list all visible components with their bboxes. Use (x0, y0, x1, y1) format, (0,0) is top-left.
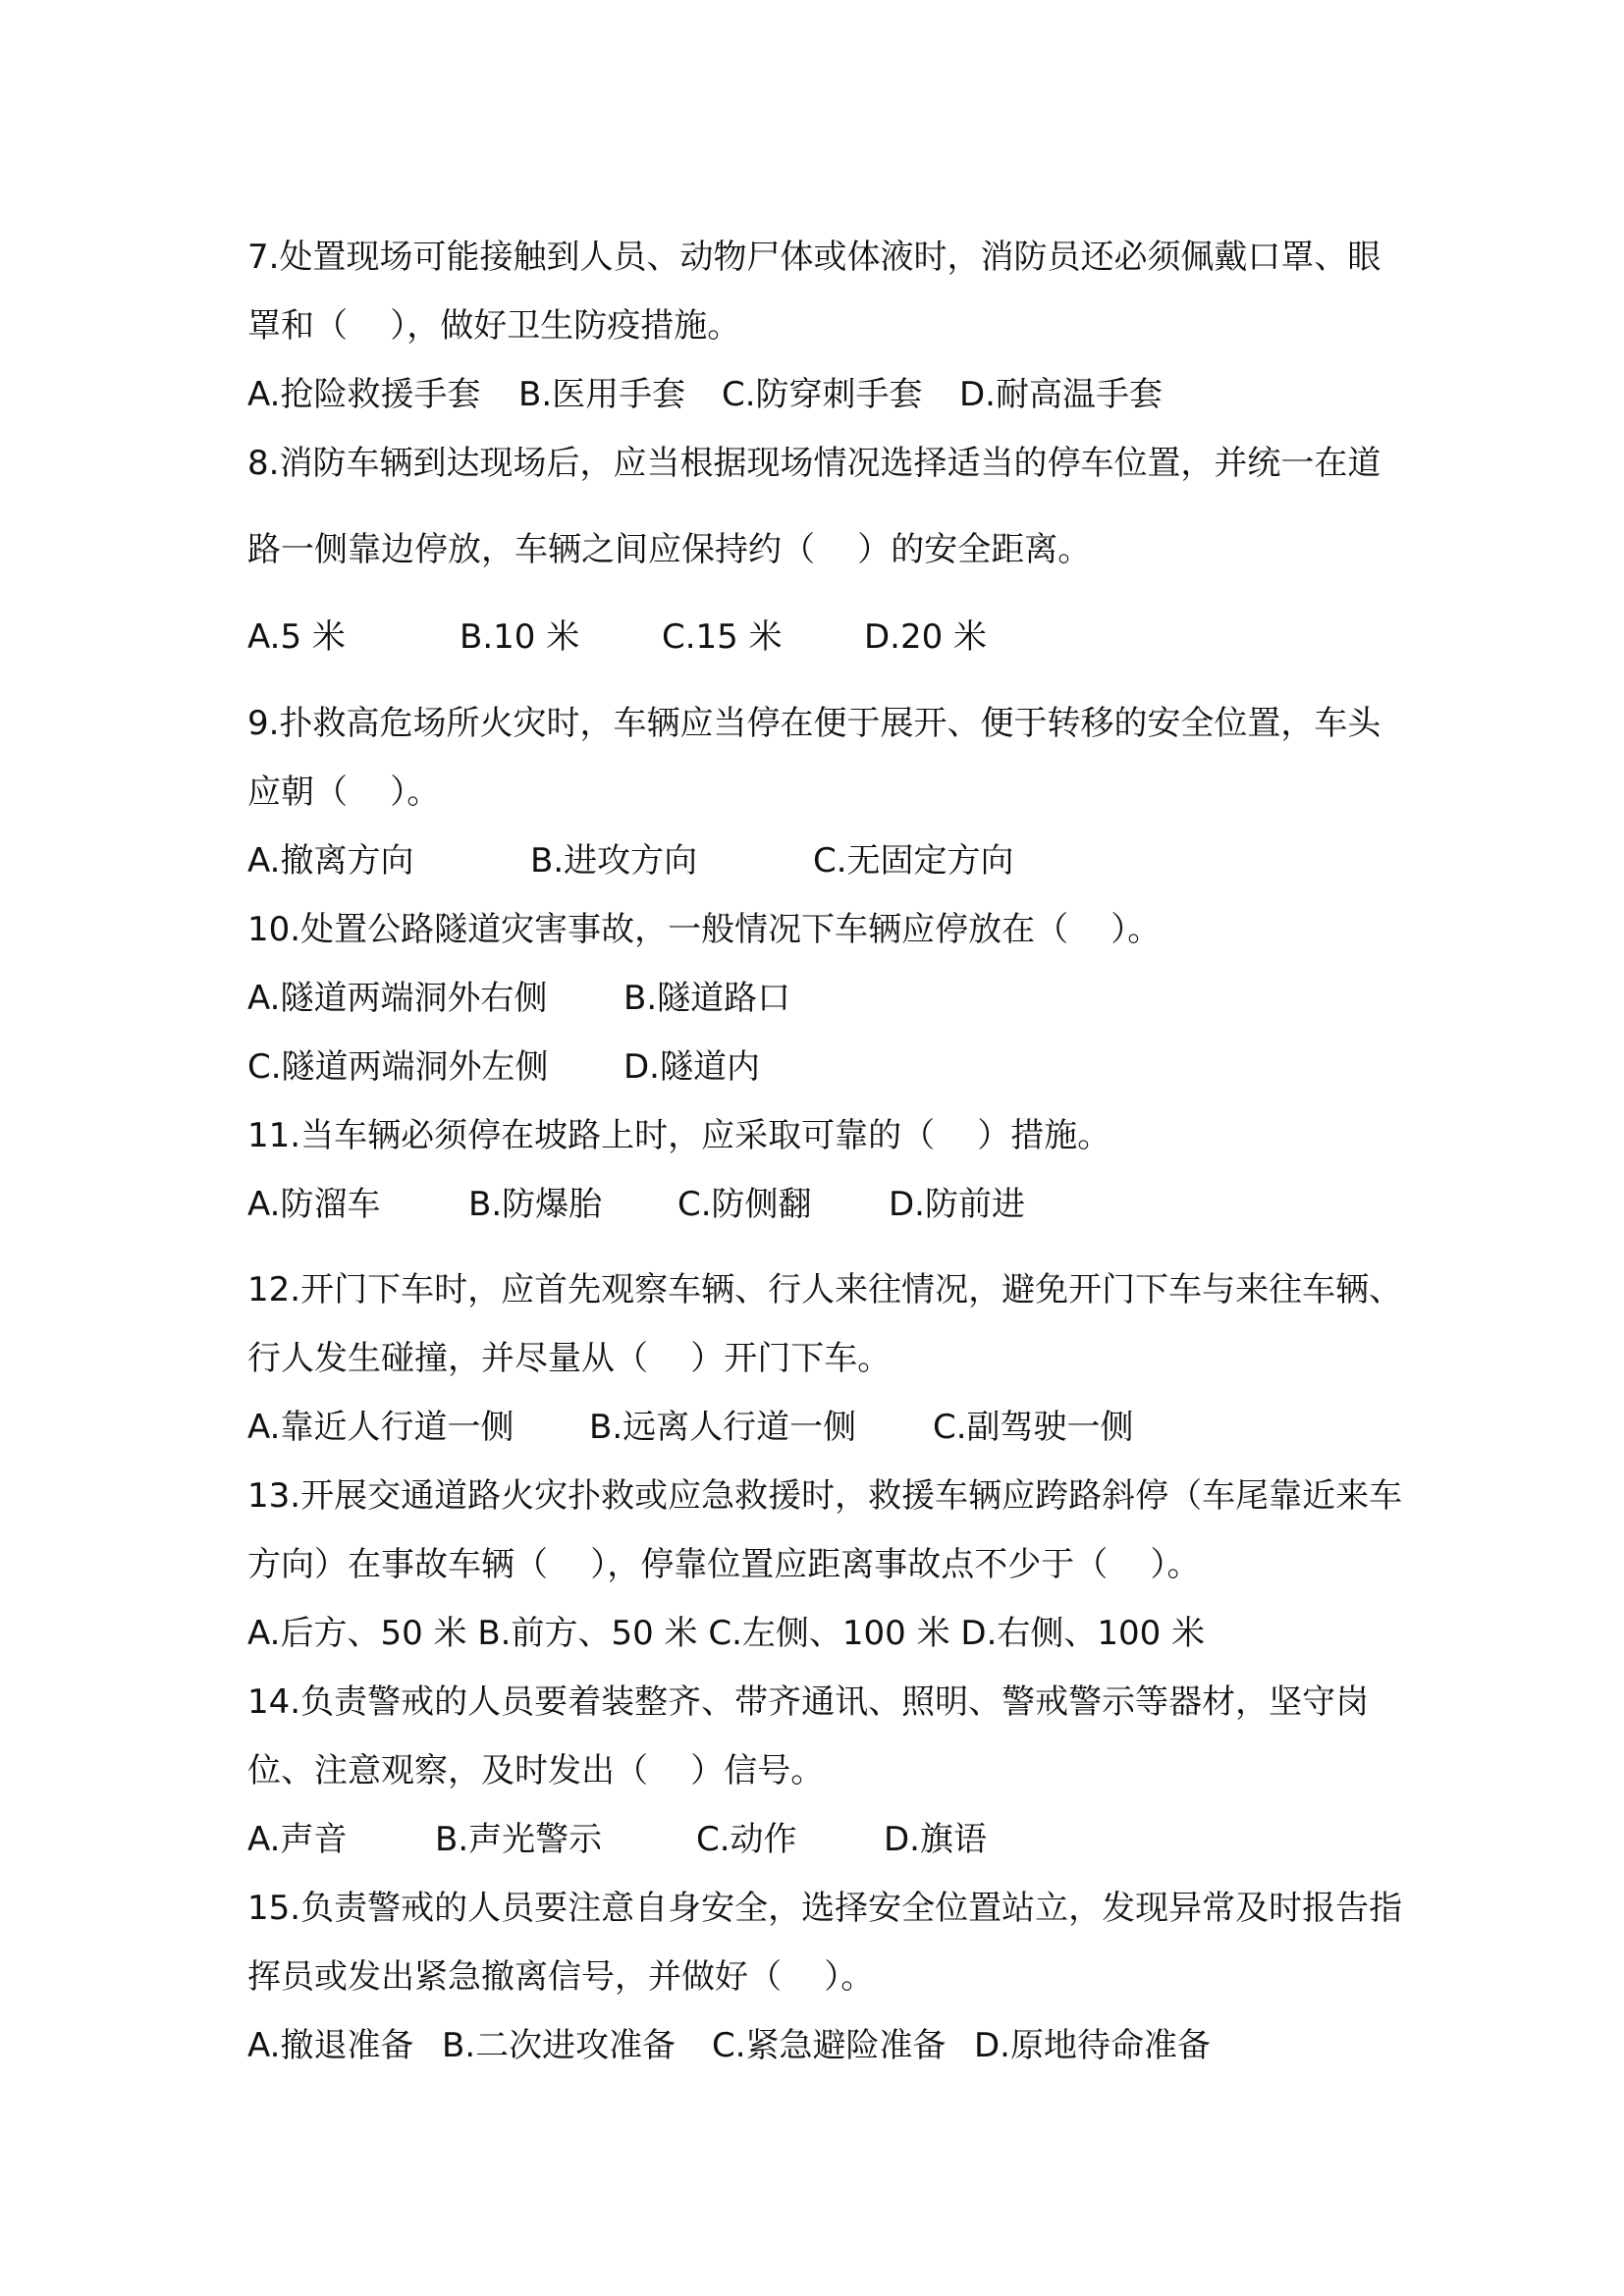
question-10-option-a: A.隧道两端洞外右侧 (247, 979, 548, 1018)
question-15-option-c: C.紧急避险准备 (712, 2026, 947, 2065)
question-9-line-2: 应朝（ ）。 (247, 773, 441, 812)
question-13-options: A.后方、50 米 B.前方、50 米 C.左侧、100 米 D.右侧、100 米 (247, 1614, 1206, 1653)
question-10-line-1: 10.处置公路隧道灾害事故，一般情况下车辆应停放在（ ）。 (247, 910, 1162, 949)
question-7-line-1: 7.处置现场可能接触到人员、动物尸体或体液时，消防员还必须佩戴口罩、眼 (247, 238, 1381, 277)
question-13-line-1: 13.开展交通道路火灾扑救或应急救援时，救援车辆应跨路斜停（车尾靠近来车 (247, 1476, 1403, 1516)
question-8-line-1: 8.消防车辆到达现场后，应当根据现场情况选择适当的停车位置，并统一在道 (247, 444, 1381, 483)
question-8-option-d: D.20 米 (864, 617, 988, 657)
question-14-option-a: A.声音 (247, 1820, 348, 1859)
question-15-option-a: A.撤退准备 (247, 2026, 414, 2065)
question-14-option-b: B.声光警示 (435, 1820, 603, 1859)
question-11-line-1: 11.当车辆必须停在坡路上时，应采取可靠的（ ）措施。 (247, 1116, 1111, 1155)
question-8-option-a: A.5 米 (247, 617, 346, 657)
question-12-line-1: 12.开门下车时，应首先观察车辆、行人来往情况，避免开门下车与来往车辆、 (247, 1270, 1403, 1309)
question-10-option-d: D.隧道内 (623, 1047, 760, 1087)
question-11-option-a: A.防溜车 (247, 1185, 381, 1224)
question-8-line-2: 路一侧靠边停放，车辆之间应保持约（ ）的安全距离。 (247, 530, 1092, 569)
question-13-line-2: 方向）在事故车辆（ ），停靠位置应距离事故点不少于（ ）。 (247, 1545, 1201, 1584)
question-8-option-c: C.15 米 (662, 617, 783, 657)
question-15-option-d: D.原地待命准备 (974, 2026, 1211, 2065)
question-12-option-c: C.副驾驶一侧 (933, 1408, 1134, 1447)
question-14-option-d: D.旗语 (884, 1820, 987, 1859)
question-14-line-2: 位、注意观察，及时发出（ ）信号。 (247, 1751, 825, 1790)
question-7-option-d: D.耐高温手套 (959, 375, 1163, 414)
question-14-option-c: C.动作 (696, 1820, 797, 1859)
question-7-option-b: B.医用手套 (518, 375, 686, 414)
question-15-line-1: 15.负责警戒的人员要注意自身安全，选择安全位置站立，发现异常及时报告指 (247, 1889, 1403, 1928)
question-15-line-2: 挥员或发出紧急撤离信号，并做好（ ）。 (247, 1957, 875, 1997)
question-9-option-a: A.撤离方向 (247, 841, 414, 881)
question-10-option-c: C.隧道两端洞外左侧 (247, 1047, 549, 1087)
question-8-option-b: B.10 米 (460, 617, 580, 657)
question-12-option-b: B.远离人行道一侧 (589, 1408, 857, 1447)
question-10-option-b: B.隧道路口 (623, 979, 791, 1018)
question-7-line-2: 罩和（ ），做好卫生防疫措施。 (247, 306, 741, 346)
question-11-option-b: B.防爆胎 (468, 1185, 603, 1224)
question-9-option-c: C.无固定方向 (813, 841, 1014, 881)
question-11-option-d: D.防前进 (889, 1185, 1025, 1224)
question-15-option-b: B.二次进攻准备 (442, 2026, 677, 2065)
question-9-line-1: 9.扑救高危场所火灾时，车辆应当停在便于展开、便于转移的安全位置，车头 (247, 704, 1381, 743)
question-9-option-b: B.进攻方向 (530, 841, 698, 881)
question-14-line-1: 14.负责警戒的人员要着装整齐、带齐通讯、照明、警戒警示等器材，坚守岗 (247, 1682, 1370, 1722)
question-11-option-c: C.防侧翻 (677, 1185, 812, 1224)
question-12-line-2: 行人发生碰撞，并尽量从（ ）开门下车。 (247, 1339, 892, 1378)
question-12-option-a: A.靠近人行道一侧 (247, 1408, 514, 1447)
question-7-option-a: A.抢险救援手套 (247, 375, 481, 414)
question-7-option-c: C.防穿刺手套 (722, 375, 923, 414)
